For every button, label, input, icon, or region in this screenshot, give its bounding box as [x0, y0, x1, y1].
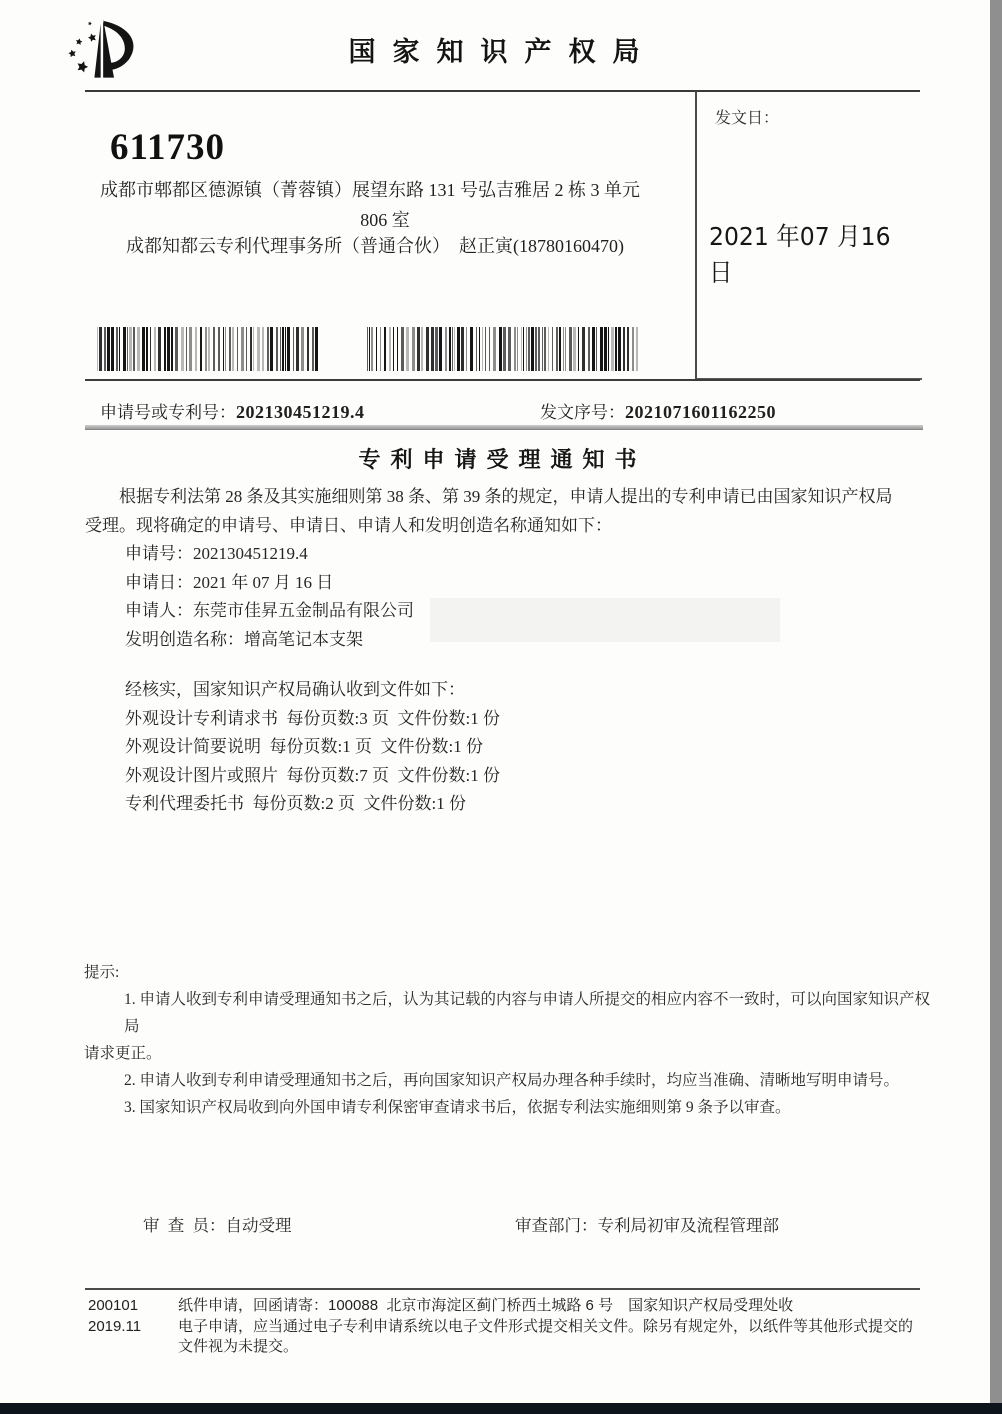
footer-form-code: 200101	[88, 1297, 139, 1314]
intro-line-2: 受理。现将确定的申请号、申请日、申请人和发明创造名称通知如下：	[85, 515, 612, 535]
footer-rule	[85, 1288, 920, 1290]
application-number-label: 申请号或专利号：	[100, 403, 236, 422]
tip-item: 2. 申请人收到专利申请受理通知书之后，再向国家知识产权局办理各种手续时，均应当准确、清晰地写明申请号。	[124, 1072, 900, 1089]
intro-line-1: 根据专利法第 28 条及其实施细则第 38 条、第 39 条的规定，申请人提出的专利申请已由国家知识产权局	[119, 487, 893, 506]
address-line-2: 806 室	[360, 210, 410, 230]
tip-item-continuation: 请求更正。	[84, 1045, 162, 1062]
document-item: 外观设计专利请求书 每份页数:3 页 文件份数:1 份	[125, 708, 500, 728]
barcode-right	[367, 327, 643, 371]
mail-routing-code: 611730	[110, 127, 225, 168]
notice-title: 专利申请受理通知书	[358, 447, 647, 472]
examiner-value: 自动受理	[225, 1216, 292, 1235]
footer-notes	[88, 1296, 933, 1358]
tip-item: 3. 国家知识产权局收到向外国申请专利保密审查请求书后，依据专利法实施细则第 9 条予以审查。	[124, 1099, 791, 1116]
department-value: 专利局初审及流程管理部	[597, 1216, 779, 1235]
tips-heading: 提示:	[84, 964, 120, 981]
signoff-row	[85, 1212, 920, 1242]
serial-number-label: 发文序号：	[540, 403, 625, 422]
separator-rule-thin	[85, 379, 920, 381]
filing-date-field: 申请日：2021 年 07 月 16 日	[125, 572, 334, 592]
recipient-line: 成都知都云专利代理事务所（普通合伙） 赵正寅(18780160470)	[126, 236, 624, 256]
application-number-value: 202130451219.4	[236, 402, 365, 422]
footer-note-line: 文件视为未提交。	[178, 1338, 299, 1355]
dispatch-date-box	[695, 91, 922, 380]
document-item: 外观设计简要说明 每份页数:1 页 文件份数:1 份	[125, 737, 483, 756]
agency-title: 国家知识产权局	[348, 37, 657, 67]
department-label: 审查部门：	[515, 1216, 598, 1235]
address-line-1: 成都市郫都区德源镇（菁蓉镇）展望东路 131 号弘吉雅居 2 栋 3 单元	[100, 180, 640, 200]
separator-rule-thick	[85, 425, 923, 430]
confirm-heading: 经核实，国家知识产权局确认收到文件如下：	[125, 680, 465, 699]
dispatch-date-value: 2021 年07 月16 日	[709, 222, 899, 287]
footer-note-line: 电子申请，应当通过电子专利申请系统以电子文件形式提交相关文件。除另有规定外，以纸件等其他形式提交的	[178, 1317, 914, 1335]
application-number-field: 申请号：202130451219.4	[125, 544, 308, 563]
footer-form-date: 2019.11	[88, 1317, 142, 1335]
barcode-left	[97, 327, 321, 371]
tip-item: 1. 申请人收到专利申请受理通知书之后，认为其记载的内容与申请人所提交的相应内容不一致时，可以向国家知识产权局	[124, 991, 931, 1035]
invention-title-field: 发明创造名称：增高笔记本支架	[125, 629, 363, 649]
footer-note-line: 纸件申请，回函请寄：100088 北京市海淀区蓟门桥西土城路 6 号 国家知识产权局受理处收	[178, 1297, 794, 1314]
tips-section	[84, 959, 930, 1121]
reference-row	[85, 394, 920, 426]
notice-body	[85, 483, 923, 819]
scan-edge-bottom	[0, 1403, 1002, 1414]
dispatch-date-label: 发文日：	[715, 110, 780, 127]
document-item: 专利代理委托书 每份页数:2 页 文件份数:1 份	[125, 794, 466, 813]
examiner-label: 审 查 员：	[143, 1216, 226, 1235]
applicant-field: 申请人：东莞市佳昇五金制品有限公司	[125, 601, 414, 620]
document-item: 外观设计图片或照片 每份页数:7 页 文件份数:1 份	[125, 765, 500, 785]
serial-number-value: 2021071601162250	[625, 402, 777, 422]
scan-edge-right	[990, 0, 1002, 1414]
